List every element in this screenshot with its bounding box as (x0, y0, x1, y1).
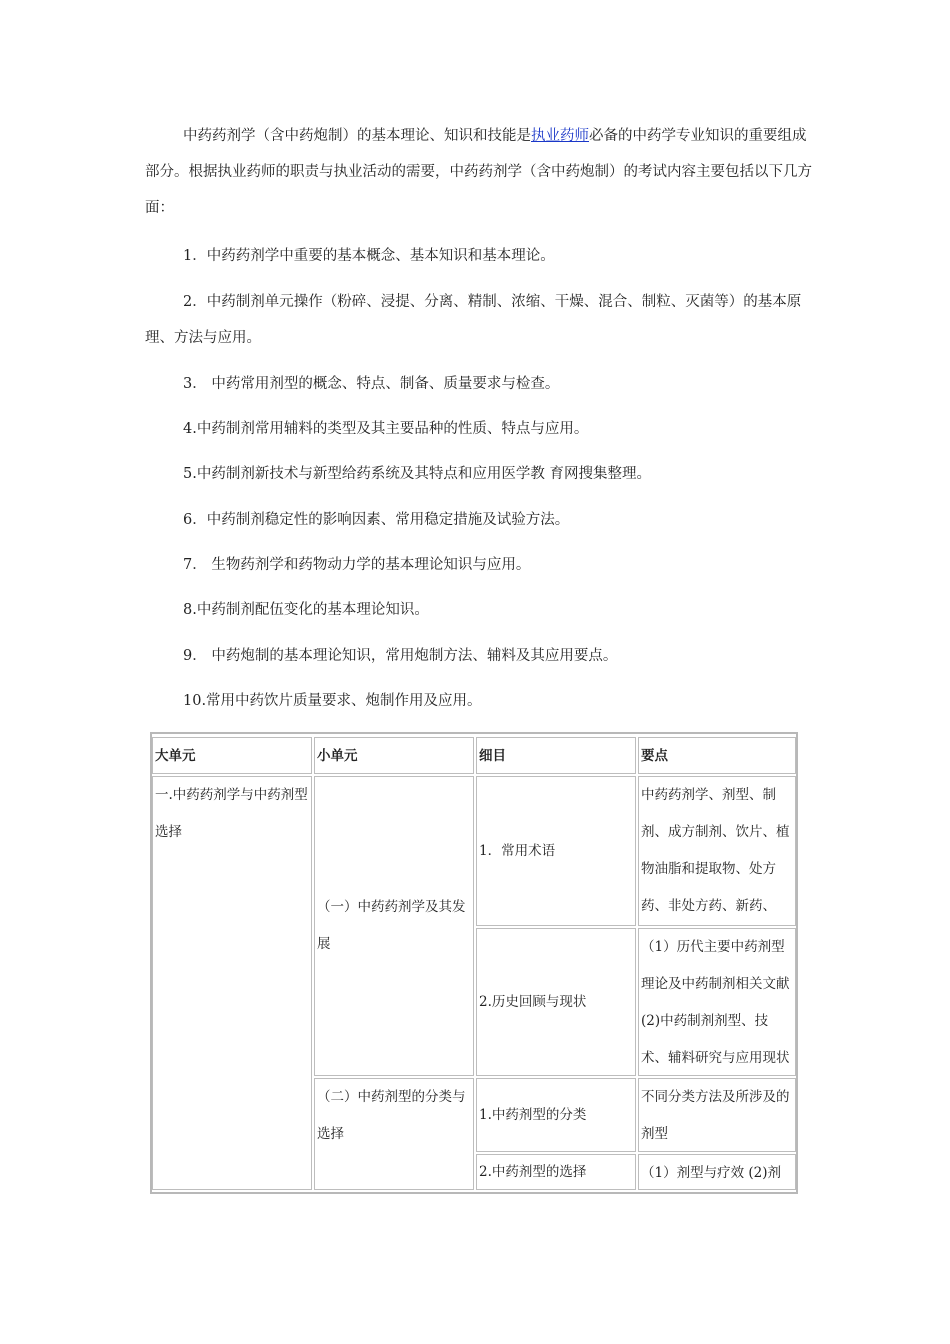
key-point-cell-2: （1）历代主要中药剂型理论及中药制剂相关文献 (2)中药制剂剂型、技术、辅料研究与应用现状 (638, 928, 796, 1076)
detail-2-text: 2.历史回顾与现状 (479, 993, 587, 1010)
list-item-7: 7． 生物药剂学和药物动力学的基本理论知识与应用。 (183, 557, 531, 573)
list-item-5: 5.中药制剂新技术与新型给药系统及其特点和应用医学教 育网搜集整理。 (183, 466, 651, 482)
list-item-6: 6．中药制剂稳定性的影响因素、常用稳定措施及试验方法。 (183, 512, 570, 528)
intro-text-start: 中药药剂学（含中药炮制）的基本理论、知识和技能是 (183, 128, 531, 144)
syllabus-table (150, 732, 798, 1194)
intro-text-end: 必备的中药学专业知识的重要组成部分。根据执业药师的职责与执业活动的需要，中药药剂学（含中药炮制）的考试内容主要包括以下几方面： (145, 128, 812, 216)
intro-paragraph (145, 118, 813, 226)
header-minor-unit: 小单元 (314, 737, 474, 774)
key-point-cell-1: 中药药剂学、剂型、制剂、成方制剂、饮片、植物油脂和提取物、处方药、非处方药、新药、 (638, 776, 796, 926)
key-point-cell-4: （1）剂型与疗效 (2)剂 (638, 1154, 796, 1190)
detail-cell-3 (476, 1078, 636, 1152)
minor-unit-1-text: （一）中药药剂学及其发展 (317, 899, 466, 952)
detail-cell-2 (476, 928, 636, 1076)
list-item-10: 10.常用中药饮片质量要求、炮制作用及应用。 (183, 693, 482, 709)
detail-1-text: 1．常用术语 (479, 842, 556, 859)
list-item-3: 3． 中药常用剂型的概念、特点、制备、质量要求与检查。 (183, 376, 560, 392)
licensed-pharmacist-link[interactable]: 执业药师 (531, 128, 589, 144)
minor-unit-cell-1 (314, 776, 474, 1076)
minor-unit-cell-2: （二）中药剂型的分类与选择 (314, 1078, 474, 1190)
list-item-4: 4.中药制剂常用辅料的类型及其主要品种的性质、特点与应用。 (183, 421, 589, 437)
header-detail: 细目 (476, 737, 636, 774)
list-item-2: 2．中药制剂单元操作（粉碎、浸提、分离、精制、浓缩、干燥、混合、制粒、灭菌等）的基本原理、方法与应用。 (145, 294, 802, 346)
detail-cell-1 (476, 776, 636, 926)
detail-4-text: 2.中药剂型的选择 (479, 1163, 587, 1180)
major-unit-cell: 一.中药药剂学与中药剂型选择 (152, 776, 312, 1190)
header-major-unit: 大单元 (152, 737, 312, 774)
detail-3-text: 1.中药剂型的分类 (479, 1106, 587, 1123)
header-key-points: 要点 (638, 737, 796, 774)
key-point-cell-3: 不同分类方法及所涉及的剂型 (638, 1078, 796, 1152)
list-item-9: 9． 中药炮制的基本理论知识，常用炮制方法、辅料及其应用要点。 (183, 648, 618, 664)
detail-cell-4 (476, 1154, 636, 1190)
list-item-1: 1．中药药剂学中重要的基本概念、基本知识和基本理论。 (183, 248, 555, 264)
list-item-8: 8.中药制剂配伍变化的基本理论知识。 (183, 602, 429, 618)
